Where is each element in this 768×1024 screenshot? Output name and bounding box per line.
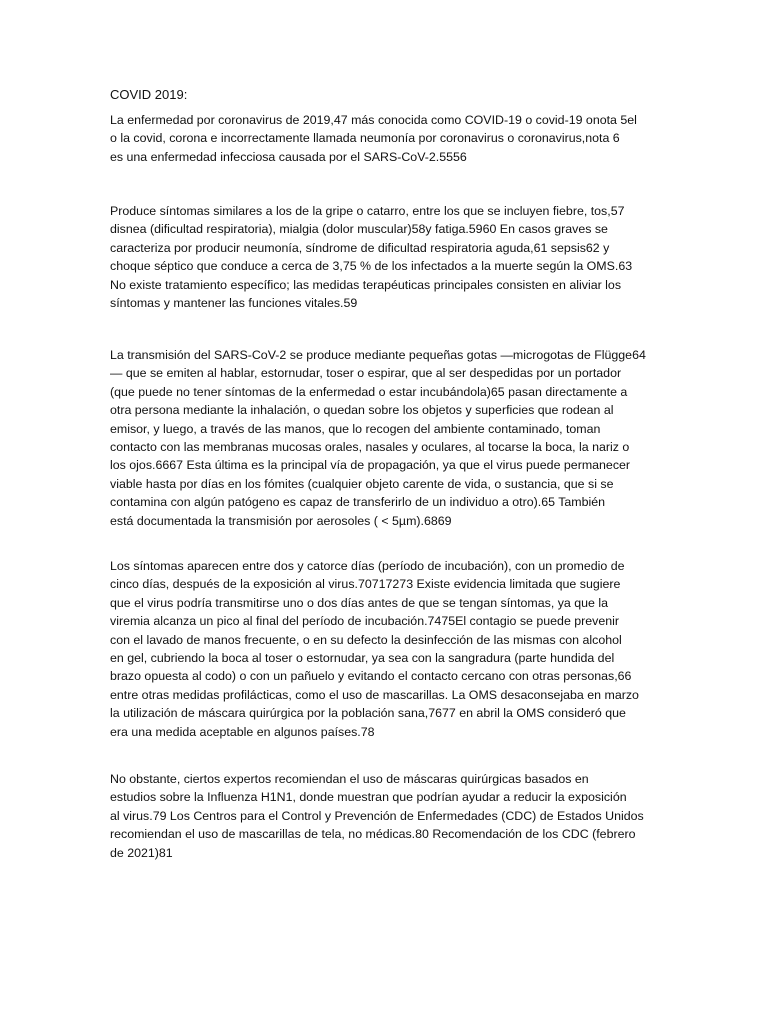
text-line: síntomas y mantener las funciones vitales.59: [110, 296, 358, 311]
text-line: en gel, cubriendo la boca al toser o estornudar, ya sea con la sangradura (parte hundida del: [110, 651, 615, 666]
text-line: La enfermedad por coronavirus de 2019,47 más conocida como COVID-19 o covid-19 onota 5el: [110, 113, 637, 127]
text-line: brazo opuesta al codo) o con un pañuelo y evitando el contacto cercano con otras personas,66: [110, 669, 632, 684]
text-line: contamina con algún patógeno es capaz de transferirlo de un individuo a otro).65 También: [110, 495, 606, 510]
text-line: al virus.79 Los Centros para el Control y Prevención de Enfermedades (CDC) de Estados Unidos: [110, 808, 644, 823]
text-line: emisor, y luego, a través de las manos, que lo recogen del ambiente contaminado, toman: [110, 421, 601, 436]
text-line: la utilización de máscara quirúrgica por la población sana,7677 en abril la OMS consideró que: [110, 706, 626, 721]
text-line: que el virus podría transmitirse uno o dos días antes de que se tengan síntomas, ya que la: [110, 595, 608, 610]
text-line: de 2021)81: [110, 845, 173, 860]
text-line: es una enfermedad infecciosa causada por el SARS-CoV-2.5556: [110, 149, 467, 164]
paragraph-incubation: [110, 557, 670, 741]
text-line: La transmisión del SARS-CoV-2 se produce mediante pequeñas gotas —microgotas de Flügge64: [110, 348, 646, 362]
text-line: recomiendan el uso de mascarillas de tela, no médicas.80 Recomendación de los CDC (febrero: [110, 827, 636, 842]
text-line: cinco días, después de la exposición al virus.70717273 Existe evidencia limitada que sugiere: [110, 577, 621, 592]
paragraph-masks: [110, 770, 670, 862]
document-title: COVID 2019:: [110, 87, 188, 102]
text-line: viremia alcanza un pico al final del período de incubación.7475El contagio se puede prevenir: [110, 614, 620, 629]
text-line: Produce síntomas similares a los de la gripe o catarro, entre los que se incluyen fiebre, tos,57: [110, 204, 625, 218]
text-line: disnea (dificultad respiratoria), mialgia (dolor muscular)58y fatiga.5960 En casos graves se: [110, 222, 608, 237]
text-line: contacto con las membranas mucosas orales, nasales y oculares, al tocarse la boca, la nariz o: [110, 440, 630, 455]
paragraph-symptoms: [110, 202, 670, 312]
text-line: No existe tratamiento específico; las medidas terapéuticas principales consisten en aliviar los: [110, 277, 622, 292]
text-line: entre otras medidas profilácticas, como el uso de mascarillas. La OMS desaconsejaba en marzo: [110, 687, 639, 702]
text-line: No obstante, ciertos expertos recomiendan el uso de máscaras quirúrgicas basados en: [110, 772, 589, 786]
text-line: — que se emiten al hablar, estornudar, toser o espirar, que al ser despedidas por un portador: [110, 366, 622, 381]
paragraph-transmission: [110, 346, 670, 530]
text-line: con el lavado de manos frecuente, o en su defecto la desinfección de las mismas con alcohol: [110, 632, 622, 647]
text-line: estudios sobre la Influenza H1N1, donde muestran que podrían ayudar a reducir la exposición: [110, 790, 627, 805]
text-line: caracteriza por producir neumonía, síndrome de dificultad respiratoria aguda,61 sepsis62 y: [110, 240, 610, 255]
text-line: o la covid, corona e incorrectamente llamada neumonía por coronavirus o coronavirus,nota 6: [110, 131, 620, 146]
paragraph-definition: [110, 111, 670, 166]
text-line: (que puede no tener síntomas de la enfermedad o estar incubándola)65 pasan directamente a: [110, 384, 628, 399]
text-line: era una medida aceptable en algunos países.78: [110, 724, 375, 739]
text-line: Los síntomas aparecen entre dos y catorce días (período de incubación), con un promedio de: [110, 559, 625, 573]
text-line: viable hasta por días en los fómites (cualquier objeto carente de vida, o sustancia, que si se: [110, 476, 614, 491]
text-line: otra persona mediante la inhalación, o quedan sobre los objetos y superficies que rodean al: [110, 403, 614, 418]
text-line: choque séptico que conduce a cerca de 3,75 % de los infectados a la muerte según la OMS.63: [110, 259, 633, 274]
text-line: está documentada la transmisión por aerosoles ( < 5µm).6869: [110, 513, 452, 528]
text-line: los ojos.6667 Esta última es la principal vía de propagación, ya que el virus puede permanecer: [110, 458, 631, 473]
